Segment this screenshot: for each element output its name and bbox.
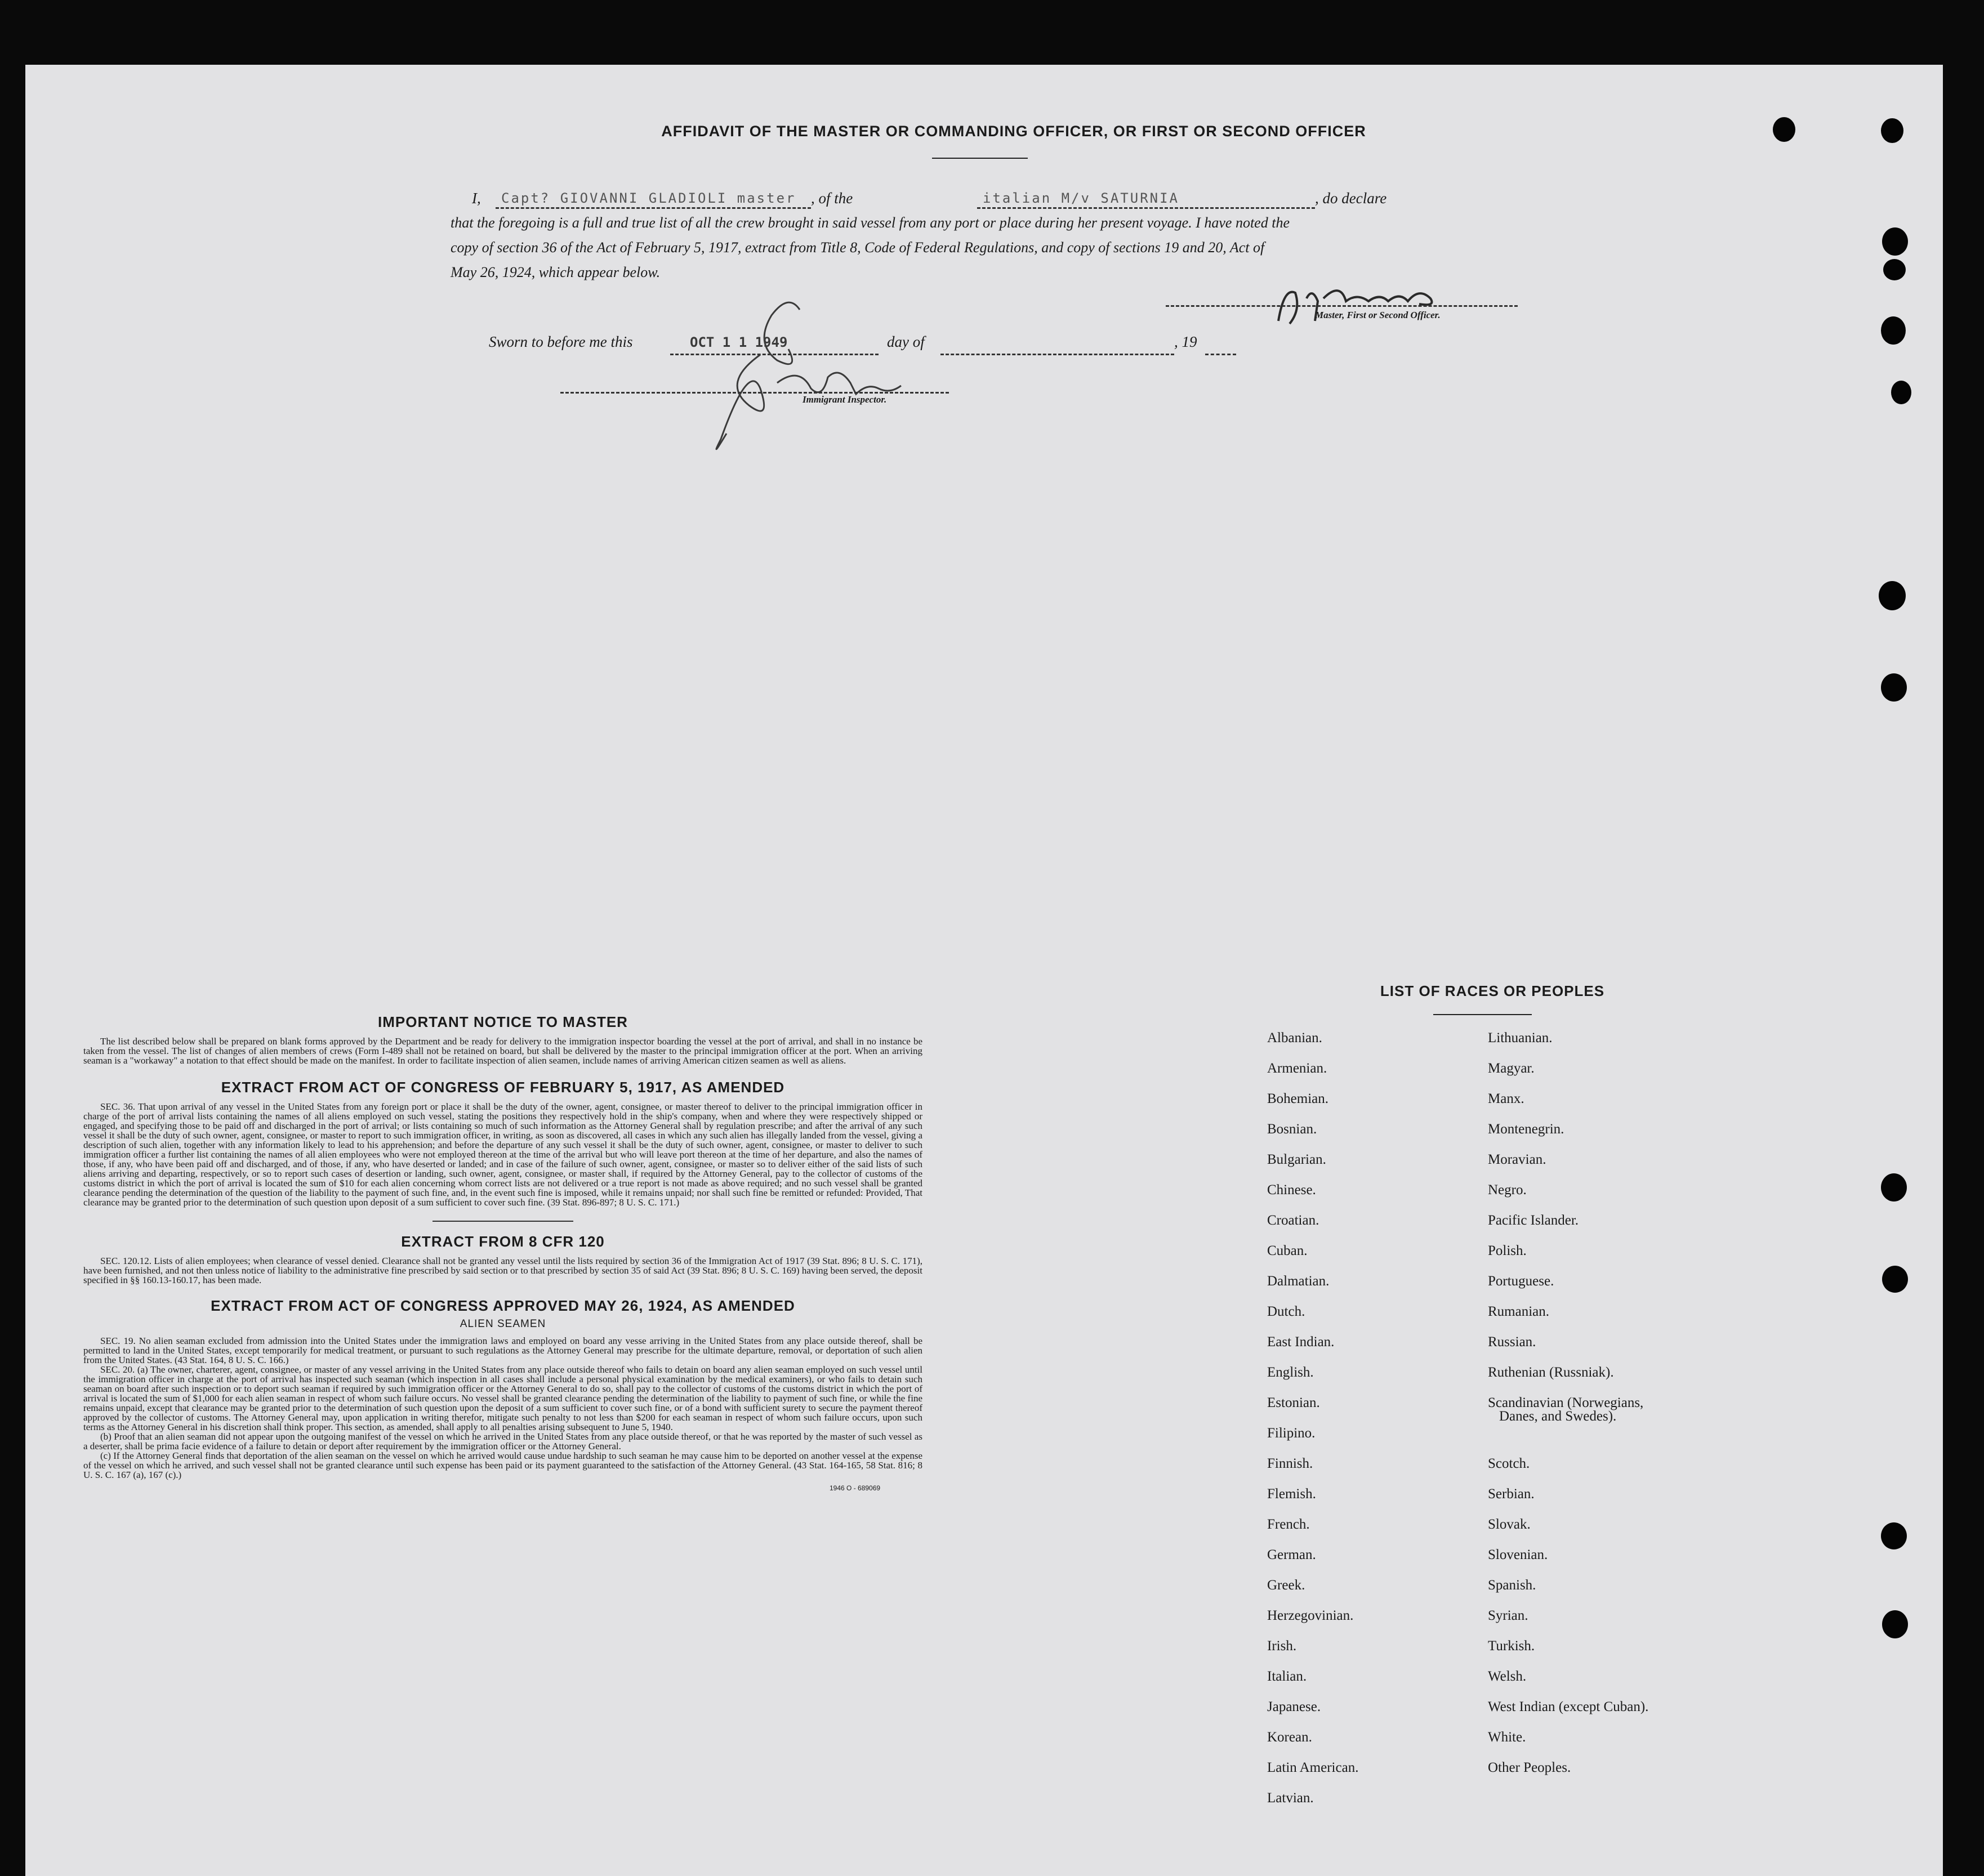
race-item: Latin American. bbox=[1267, 1760, 1359, 1775]
cfr-body bbox=[83, 1256, 922, 1285]
race-item: Bohemian. bbox=[1267, 1091, 1329, 1106]
extract-1924-body bbox=[83, 1336, 922, 1480]
race-item: Polish. bbox=[1488, 1243, 1527, 1258]
race-item: Flemish. bbox=[1267, 1486, 1316, 1502]
punch-hole bbox=[1881, 1522, 1907, 1549]
race-item: English. bbox=[1267, 1365, 1314, 1380]
race-item: Filipino. bbox=[1267, 1426, 1316, 1441]
race-item: Bulgarian. bbox=[1267, 1152, 1326, 1167]
print-code: 1946 O - 689069 bbox=[830, 1484, 881, 1492]
punch-hole bbox=[1881, 118, 1903, 143]
punch-hole bbox=[1883, 259, 1906, 280]
cfr-title: EXTRACT FROM 8 CFR 120 bbox=[401, 1233, 605, 1250]
race-item: Rumanian. bbox=[1488, 1304, 1550, 1319]
sec120-text: SEC. 120.12. Lists of alien employees; when clearance of vessel denied. Clearance shall not be granted any vessel until the lists required by section 36 of the Immigration Act of 1917 (39 Stat. 896; 8 U. S. C. 171), have been furnished, and not then unless notice of liability to the administrative fine prescribed by said section or to that prescribed by section 35 of said Act (39 Stat. 896; 8 U. S. C. 169) having been served, the deposit specified in §§ 160.13-160.17, has been made. bbox=[83, 1256, 922, 1285]
punch-hole bbox=[1881, 1173, 1907, 1201]
race-item: Irish. bbox=[1267, 1638, 1297, 1654]
race-item: East Indian. bbox=[1267, 1334, 1335, 1350]
notice-title: IMPORTANT NOTICE TO MASTER bbox=[378, 1013, 628, 1030]
race-item: Estonian. bbox=[1267, 1395, 1320, 1410]
race-item: Latvian. bbox=[1267, 1790, 1314, 1806]
master-caption: Master, First or Second Officer. bbox=[1315, 310, 1441, 320]
sec20b-text: (b) Proof that an alien seaman did not appear upon the outgoing manifest of the vessel on which he arrived in the United States from any place outside thereof, or that he was reported by the master of such vessel as a deserter, shall be prima facie evidence of a failure to detain or deport after requirement by the immigration officer or the Attorney General. bbox=[83, 1431, 922, 1451]
extract-1924-title: EXTRACT FROM ACT OF CONGRESS APPROVED MAY 26, 1924, AS AMENDED bbox=[211, 1297, 795, 1314]
race-item: Montenegrin. bbox=[1488, 1122, 1564, 1137]
punch-hole bbox=[1773, 117, 1795, 142]
race-item: White. bbox=[1488, 1730, 1526, 1745]
race-item: Russian. bbox=[1488, 1334, 1536, 1350]
race-item: Korean. bbox=[1267, 1730, 1312, 1745]
race-item: Lithuanian. bbox=[1488, 1030, 1553, 1046]
race-item: Turkish. bbox=[1488, 1638, 1535, 1654]
day-of-text: day of bbox=[887, 333, 925, 350]
notice-body bbox=[83, 1037, 922, 1065]
sec36-text: SEC. 36. That upon arrival of any vessel in the United States from any foreign port or place it shall be the duty of the owner, agent, consignee, or master thereof to deliver to the principal immigration officer in charge of the port of arrival lists containing the names of all aliens employed on such vessel, stating the positions they respectively hold in the ship's company, when and where they were respectively shipped or engaged, and specifying those to be paid off and discharged in the port of arrival; or lists containing so much of such information as the Attorney General shall by regulation prescribe; and after the arrival of any such vessel it shall be the duty of such owner, agent, consignee, or master to report to such immigration officer, in writing, as soon as discovered, all cases in which any such alien has illegally landed from the vessel, giving a description of such alien, together with any information likely to lead to his apprehension; and before the departure of any such vessel it shall be the duty of such owner, agent, consignee, or master to deliver to such immigration officer a further list containing the names of all alien employees who were not employed thereon at the time of the arrival but who will leave port thereon at the time of her departure, and also the names of those, if any, who have been paid off and discharged, and of those, if any, who have deserted or landed; and in case of the failure of such owner, agent, consignee, or master so to deliver either of the said lists of such aliens arriving and departing, respectively, or so to report such cases of desertion or landing, such owner, agent, consignee, or master shall, if required by the Attorney General, pay to the collector of customs of the customs district in which the port of arrival is located the sum of $10 for each alien concerning whom correct lists are not delivered or a true report is not made as above required; and no such vessel shall be granted clearance pending the determination of the question of the liability to the payment of such fine, and, in the event such fine is imposed, while it remains unpaid; nor shall such fine be remitted or refunded: Provided, That clearance may be granted prior to the determination of such question upon deposit of a sum sufficient to cover such fine. (39 Stat. 896-897; 8 U. S. C. 171.) bbox=[83, 1101, 922, 1208]
race-item: Bosnian. bbox=[1267, 1122, 1317, 1137]
race-item: West Indian (except Cuban). bbox=[1488, 1699, 1649, 1714]
date-stamp: OCT 1 1 1949 bbox=[690, 334, 788, 350]
vessel-field: italian M/v SATURNIA bbox=[983, 190, 1179, 206]
race-item: Portuguese. bbox=[1488, 1274, 1554, 1289]
affidavit-line3: copy of section 36 of the Act of February 5, 1917, extract from Title 8, Code of Federal Regulations, and copy of sections 19 and 20, Act of bbox=[451, 239, 1265, 256]
race-item: Italian. bbox=[1267, 1669, 1307, 1684]
races-list bbox=[1267, 1030, 1718, 1807]
race-item: Moravian. bbox=[1488, 1152, 1546, 1167]
affidavit-title: AFFIDAVIT OF THE MASTER OR COMMANDING OFFICER, OR FIRST OR SECOND OFFICER bbox=[661, 123, 1366, 140]
extract-1917-body bbox=[83, 1102, 922, 1207]
extract-1917-title: EXTRACT FROM ACT OF CONGRESS OF FEBRUARY 5, 1917, AS AMENDED bbox=[221, 1079, 785, 1096]
year-field-line bbox=[1205, 337, 1236, 355]
do-declare-text: , do declare bbox=[1315, 190, 1387, 207]
race-item: Syrian. bbox=[1488, 1608, 1528, 1623]
race-item: Japanese. bbox=[1267, 1699, 1321, 1714]
notices-column bbox=[83, 1013, 922, 1492]
race-item: Cuban. bbox=[1267, 1243, 1308, 1258]
master-name-field: Capt? GIOVANNI GLADIOLI master bbox=[501, 190, 796, 206]
race-item: Herzegovinian. bbox=[1267, 1608, 1354, 1623]
race-item: Magyar. bbox=[1488, 1061, 1535, 1076]
race-item: Scotch. bbox=[1488, 1456, 1530, 1471]
race-item: Dutch. bbox=[1267, 1304, 1305, 1319]
race-item: German. bbox=[1267, 1547, 1316, 1562]
race-item: Welsh. bbox=[1488, 1669, 1527, 1684]
decl-i: I, bbox=[472, 190, 481, 207]
race-item: Slovak. bbox=[1488, 1517, 1531, 1532]
punch-hole bbox=[1882, 1610, 1908, 1638]
race-item: Ruthenian (Russniak). bbox=[1488, 1365, 1614, 1380]
punch-hole bbox=[1891, 381, 1911, 404]
sec20c-text: (c) If the Attorney General finds that deportation of the alien seaman on the vessel on which he arrived would cause undue hardship to such seaman he may cause him to be deported on another vessel at the expense of the vessel on which he arrived, and such vessel shall not be granted clearance until such expense has been paid or its payment guaranteed to the satisfaction of the Attorney General. (43 Stat. 164-165, 58 Stat. 816; 8 U. S. C. 167 (a), 167 (c).) bbox=[83, 1450, 922, 1480]
punch-hole bbox=[1881, 673, 1907, 702]
race-item: Serbian. bbox=[1488, 1486, 1535, 1502]
race-item: Finnish. bbox=[1267, 1456, 1313, 1471]
race-item: Slovenian. bbox=[1488, 1547, 1548, 1562]
race-item: Albanian. bbox=[1267, 1030, 1322, 1046]
sec20a-text: SEC. 20. (a) The owner, charterer, agent, consignee, or master of any vessel arriving in the United States from any place outside thereof who fails to detain on board any alien seaman employed on such vessel until the immigration officer in charge at the port of arrival has inspected such seaman (which inspection in all cases shall include a personal physical examination by the medical examiners), or who fails to detain such seaman on board after such inspection or to deport such seaman if required by such immigration officer or the Attorney General to do so, shall pay to the collector of customs of the customs district in which the port of arrival is located the sum of $1,000 for each alien seaman in respect of whom such failure occurs. No vessel shall be granted clearance pending the determination of the liability to payment of such fine, or while the fine remains unpaid, except that clearance may be granted prior to the determination of such question upon the deposit of a sum sufficient to cover such fine, or of a bond with sufficient surety to secure the payment thereof approved by the collector of customs. The Attorney General may, upon application in writing therefor, mitigate such penalty to not less than $200 for each seaman in respect of whom such failure occurs, upon such terms as the Attorney General in his discretion shall think proper. This section, as amended, shall apply to all penalties arising subsequent to June 5, 1940. bbox=[83, 1364, 922, 1432]
race-item: Croatian. bbox=[1267, 1213, 1319, 1228]
inspector-signature bbox=[687, 293, 924, 450]
of-the-text: , of the bbox=[811, 190, 853, 207]
affidavit-text bbox=[451, 186, 1521, 285]
punch-hole bbox=[1882, 227, 1908, 256]
race-item: Danes, and Swedes). bbox=[1499, 1409, 1617, 1424]
affidavit-line4: May 26, 1924, which appear below. bbox=[451, 264, 661, 280]
inspector-caption: Immigrant Inspector. bbox=[802, 394, 887, 405]
race-item: Spanish. bbox=[1488, 1578, 1536, 1593]
sworn-text: Sworn to before me this bbox=[489, 333, 633, 350]
race-item: Negro. bbox=[1488, 1182, 1527, 1198]
punch-hole bbox=[1881, 316, 1906, 345]
race-item: Manx. bbox=[1488, 1091, 1524, 1106]
notice-text: The list described below shall be prepared on blank forms approved by the Department and be ready for delivery to the immigration inspector boarding the vessel at the port of arrival, and shall in no instance be taken from the vessel. The list of changes of alien members of crews (Form I-489 shall not be retained on board, but shall be delivered by the master to the principal immigration officer at the port. When an arriving seaman is a "workaway" a notation to that effect should be made on the manifest. In order to facilitate inspection of alien seamen, include names of arriving American citizen seamen as well as aliens. bbox=[83, 1036, 922, 1066]
races-title: LIST OF RACES OR PEOPLES bbox=[1380, 982, 1605, 999]
punch-hole bbox=[1879, 581, 1906, 610]
race-item: French. bbox=[1267, 1517, 1310, 1532]
title-rule bbox=[932, 158, 1028, 159]
race-item: Armenian. bbox=[1267, 1061, 1327, 1076]
month-field-line bbox=[940, 337, 1174, 355]
race-item: Greek. bbox=[1267, 1578, 1305, 1593]
race-item: Chinese. bbox=[1267, 1182, 1316, 1198]
alien-seamen-subtitle: ALIEN SEAMEN bbox=[460, 1318, 546, 1330]
sec19-text: SEC. 19. No alien seaman excluded from admission into the United States under the immigration laws and employed on board any vesse arriving in the United States from any place outside thereof, shall be permitted to land in the United States, except temporarily for medical treatment, or pursuant to such regulations as the Attorney General may prescribe for the ultimate departure, removal, or deportation of such alien from the United States. (43 Stat. 164, 8 U. S. C. 166.) bbox=[83, 1335, 922, 1365]
affidavit-line2: that the foregoing is a full and true list of all the crew brought in said vessel from any port or place during her present voyage. I have noted the bbox=[451, 215, 1290, 231]
inspector-signature-line bbox=[560, 381, 949, 394]
master-signature-line bbox=[1166, 294, 1518, 307]
races-rule bbox=[1433, 1014, 1532, 1015]
race-item: Other Peoples. bbox=[1488, 1760, 1571, 1775]
year-text: , 19 bbox=[1174, 333, 1197, 350]
race-item: Pacific Islander. bbox=[1488, 1213, 1579, 1228]
punch-hole bbox=[1882, 1266, 1908, 1293]
race-item: Scandinavian (Norwegians, bbox=[1488, 1395, 1644, 1410]
race-item: Dalmatian. bbox=[1267, 1274, 1330, 1289]
